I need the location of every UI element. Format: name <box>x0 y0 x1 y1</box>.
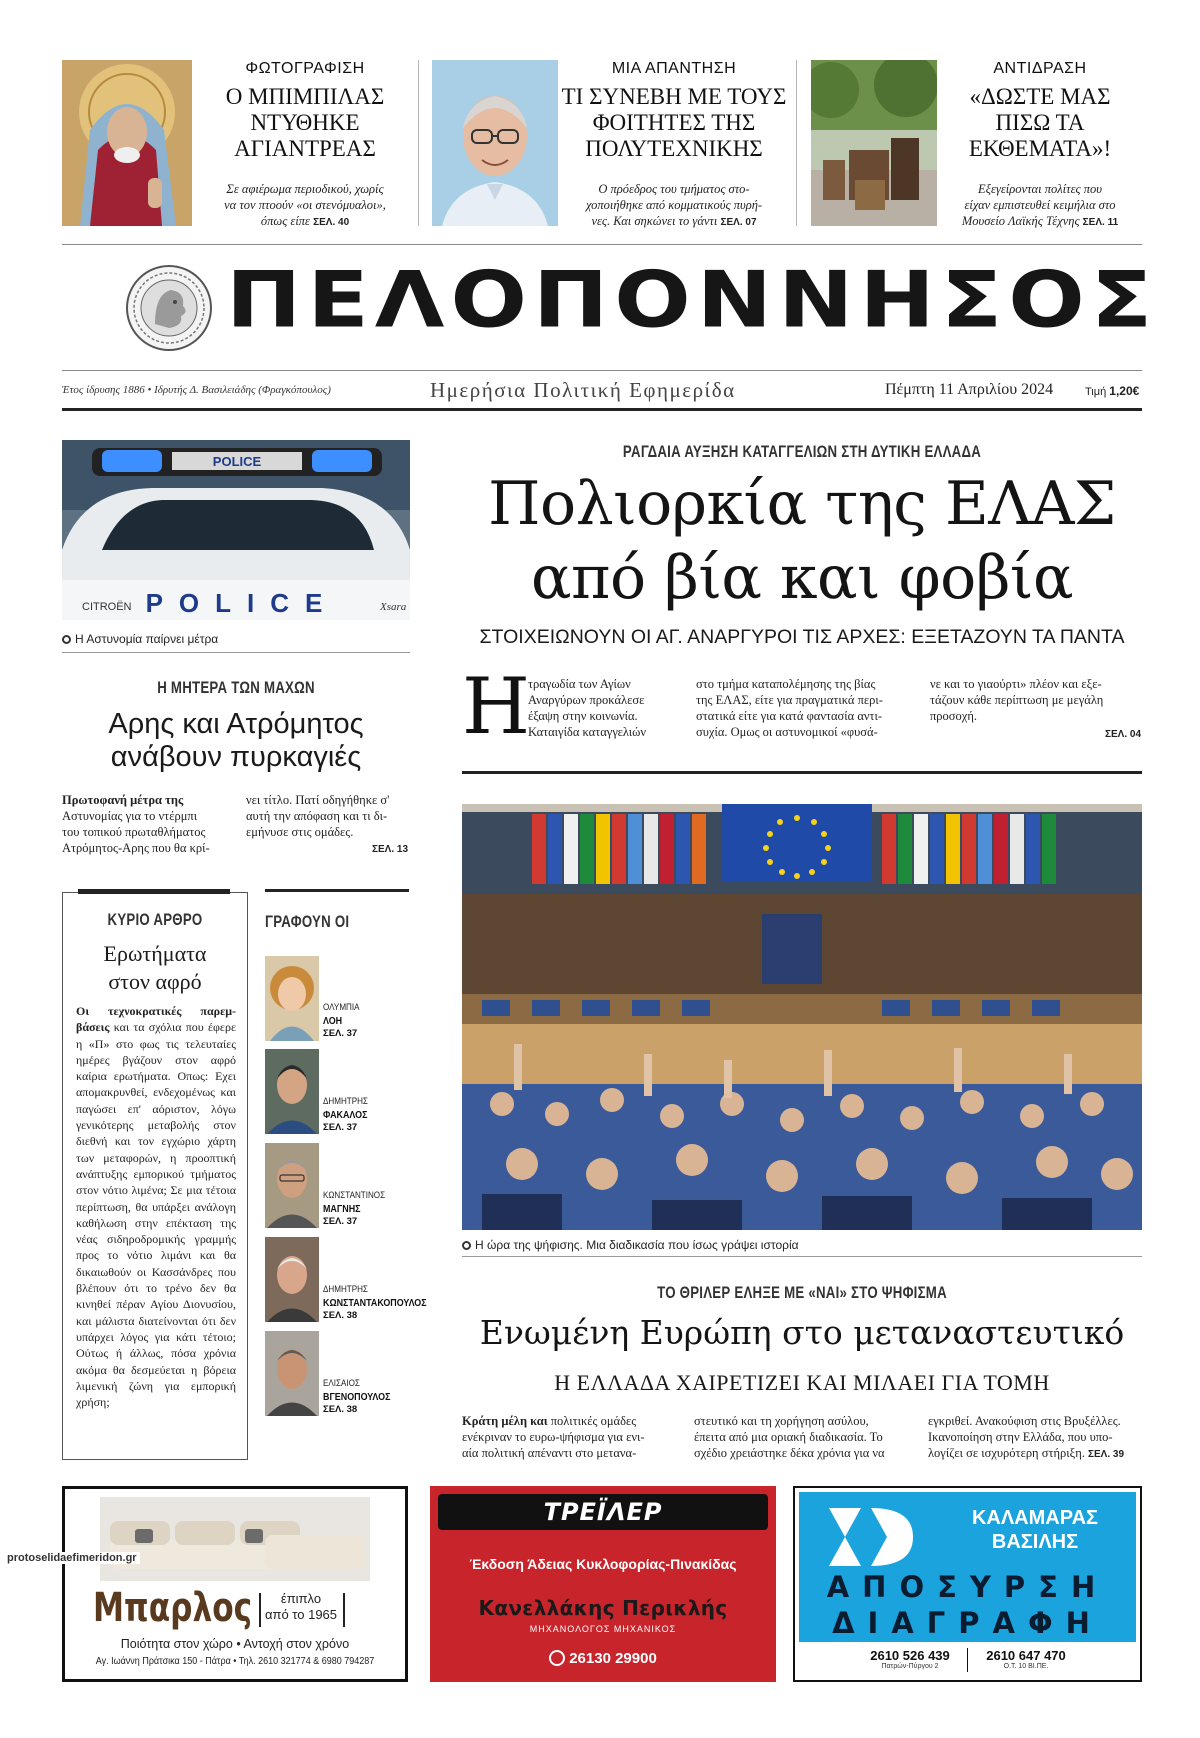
teaser-headline-3[interactable]: «ΔΩΣΤΕ ΜΑΣ ΠΙΣΩ ΤΑ ΕΚΘΕΜΑΤΑ»! <box>968 84 1112 161</box>
main-text-col2: στο τμήμα καταπολέμησης της βίας της ΕΛΑΣ, είτε για πραγματικά περι- στατικά είτε για κατά φαντασία αντι- συχία. Ομως οι αστυνομικοί «φυσά- <box>696 677 883 739</box>
furniture-divider-1 <box>259 1593 261 1627</box>
trailer-phone[interactable]: 26130 29900 <box>430 1650 776 1667</box>
europe-headline[interactable]: Ενωμένη Ευρώπη στο μεταναστευτικό <box>479 1313 1125 1352</box>
kalamaras-line2: ΔΙΑΓΡΑΦΗ <box>832 1606 1103 1640</box>
teaser-desc-1: Σε αφιέρωμα περιοδικού, χωρίς να τον πτοούν «οι στενόμυαλοι», όπως είπε ΣΕΛ. 40 <box>224 182 386 228</box>
columnist-page-4[interactable]: ΣΕΛ. 38 <box>323 1310 358 1321</box>
teaser-kicker-2: ΜΙΑ ΑΠΑΝΤΗΣΗ <box>611 60 737 77</box>
columnist-first-5: ΕΛΙΣΑΙΟΣ <box>323 1378 360 1389</box>
kalamaras-contact-2[interactable]: 2610 647 470 Ο.Τ. 10 ΒΙ.ΠΕ. <box>986 1648 1066 1670</box>
masthead-mid-rule <box>62 370 1142 371</box>
trailer-name: Κανελλάκης Περικλής <box>478 1596 728 1620</box>
kalamaras-ad[interactable] <box>793 1486 1142 1682</box>
teaser-kicker-3: ΑΝΤΙΔΡΑΣΗ <box>993 60 1087 77</box>
kalamaras-line1: ΑΠΟΣΥΡΣΗ <box>826 1570 1109 1604</box>
columnist-photo-5[interactable] <box>265 1331 319 1416</box>
columnist-page-3[interactable]: ΣΕΛ. 37 <box>323 1216 358 1227</box>
main-text-col1: τραγωδία των Αγίων Αναργύρων προκάλεσε έξαψη στην κοινωνία. Καταιγίδα καταγγελιών <box>528 677 647 739</box>
columnist-last-2[interactable]: ΦΑΚΑΛΟΣ <box>323 1109 368 1121</box>
editorial-kicker: ΚΥΡΙΟ ΑΡΘΡΟ <box>107 910 203 929</box>
derby-kicker: Η ΜΗΤΕΡΑ ΤΩΝ ΜΑΧΩΝ <box>157 678 315 697</box>
camera-icon <box>462 1241 471 1250</box>
editorial-headline[interactable]: Ερωτήματα στον αφρό <box>103 941 207 994</box>
derby-text-col1: Πρωτοφανή μέτρα της Αστυνομίας για το ντέρμπι του τοπικού πρωταθλήματος Ατρόμητος-Αρης που θα κρί- <box>62 793 210 855</box>
columnist-first-3: ΚΩΝΣΤΑΝΤΙΝΟΣ <box>323 1190 386 1201</box>
kalamaras-divider <box>967 1648 968 1672</box>
editorial-topbar <box>78 889 230 894</box>
police-lettering: POLICE <box>145 588 339 618</box>
site-watermark[interactable]: protoselidaefimeridon.gr <box>4 1552 140 1564</box>
europe-kicker: ΤΟ ΘΡΙΛΕΡ ΕΛΗΞΕ ΜΕ «ΝΑΙ» ΣΤΟ ΨΗΦΙΣΜΑ <box>657 1283 947 1302</box>
columnist-first-2: ΔΗΜΗΤΡΗΣ <box>323 1096 368 1107</box>
main-page-ref[interactable]: ΣΕΛ. 04 <box>1105 729 1142 740</box>
main-headline[interactable]: Πολιορκία της ΕΛΑΣ από βία και φοβία <box>488 469 1116 613</box>
founding-line: Έτος ίδρυσης 1886 • Ιδρυτής Δ. Βασιλειάδης (Φραγκόπουλος) <box>62 384 331 396</box>
columnist-last-1[interactable]: ΛΟΗ <box>323 1015 343 1027</box>
light-bar-label: POLICE <box>212 454 262 469</box>
columnist-first-1: ΟΛΥΜΠΙΑ <box>323 1002 360 1013</box>
tagline: Ημερήσια Πολιτική Εφημερίδα <box>430 378 736 402</box>
columnist-last-3[interactable]: ΜΑΓΝΗΣ <box>323 1203 361 1215</box>
issue-date: Πέμπτη 11 Απριλίου 2024 <box>885 381 1054 398</box>
trailer-title: ΤΡΕΪΛΕΡ <box>543 1498 663 1526</box>
editorial-text: Οι τεχνοκρατικές παρεμ-βάσεις και τα σχόλια που έφερε η «Π» στο φως τις τελευταίες ημέρες βγάζουν στον αφρό καίρια ερωτήματα. Οπως: Εχει απομακρυνθεί, ενδεχομένως και παγώσει επ' αόριστον, λόγω γενικότερης μεταβολής στον διεθνή και τον εγχώριο χάρτη των μεταφορών, η προοπτική ανάπτυξης εμπορικού τμήματος στον νότιο λιμένα; Σε μια τέτοια περίπτωση, θα υπάρξει ανάλογη καθήλωση στην επέκταση της νέας σιδηροδρομικής γραμμής προς το νότιο λιμάνι και θα δικαιωθούν οι Κασσάνδρες που βλέπουν ότι το τρένο δεν θα κινηθεί πέραν Αγίου Διονυσίου, και μάλιστα διατείνονται ότι δεν υπάρχει λόγος για κάτι τέτοιο; Ούτως ή άλλως, πόσα χρόνια ακόμα θα δεσμεύεται η βόρεια λιμενική ζώνη για εμπορική χρήση; <box>76 1004 236 1410</box>
european-parliament-photo[interactable] <box>462 804 1142 1230</box>
teaser-photo-professor[interactable] <box>432 60 558 226</box>
columnist-last-5[interactable]: ΒΓΕΝΟΠΟΥΛΟΣ <box>323 1391 391 1403</box>
furniture-ad[interactable] <box>62 1486 408 1682</box>
parliament-rule <box>462 1256 1142 1257</box>
europe-text-col1: Κράτη μέλη και πολιτικές ομάδες ενέκριναν το ευρω-ψήφισμα για ενι- αία πολιτική απέναντι στο μετανα- <box>462 1414 645 1460</box>
price: Τιμή 1,20€ <box>1085 384 1140 398</box>
furniture-divider-2 <box>343 1593 345 1627</box>
phone-icon <box>549 1650 565 1666</box>
teaser-separator <box>418 60 419 226</box>
columnist-page-2[interactable]: ΣΕΛ. 37 <box>323 1122 358 1133</box>
furniture-address: Αγ. Ιωάννη Πράτσικα 150 - Πάτρα • Τηλ. 2610 321774 & 6980 794287 <box>95 1656 375 1667</box>
teaser-headline-1[interactable]: Ο ΜΠΙΜΠΙΛΑΣ ΝΤΥΘΗΚΕ ΑΓΙΑΝΤΡΕΑΣ <box>225 84 385 161</box>
trailer-service: Έκδοση Άδειας Κυκλοφορίας-Πινακίδας <box>469 1556 737 1572</box>
left-rule <box>62 652 410 653</box>
derby-text-col2: νει τίτλο. Πατί οδηγήθηκε σ' αυτή την απόφαση και τι δι- εμήνυσε στις ομάδες. <box>246 793 390 839</box>
europe-text-col2: στευτικό και τη χορήγηση ασύλου, έπειτα από μια οριακή διαδικασία. Το σχέδιο χρειάστηκε δέκα χρόνια για να <box>694 1414 885 1460</box>
furniture-brand: Μπαρλος <box>93 1585 253 1631</box>
kalamaras-logo-icon <box>821 1502 921 1572</box>
furniture-since: έπιπλο από το 1965 <box>264 1591 338 1622</box>
columnist-page-1[interactable]: ΣΕΛ. 37 <box>323 1028 358 1039</box>
europe-subhead: Η ΕΛΛΑΔΑ ΧΑΙΡΕΤΙΖΕΙ ΚΑΙ ΜΙΛΑΕΙ ΓΙΑ ΤΟΜΗ <box>554 1370 1050 1395</box>
derby-page-ref[interactable]: ΣΕΛ. 13 <box>372 844 409 855</box>
main-subhead: ΣΤΟΙΧΕΙΩΝΟΥΝ ΟΙ ΑΓ. ΑΝΑΡΓΥΡΟΙ ΤΙΣ ΑΡΧΕΣ: ΕΞΕΤΑΖΟΥΝ ΤΑ ΠΑΝΤΑ <box>479 626 1125 648</box>
teaser-headline-2[interactable]: ΤΙ ΣΥΝΕΒΗ ΜΕ ΤΟΥΣ ΦΟΙΤΗΤΕΣ ΤΗΣ ΠΟΛΥΤΕΧΝΙΚΗΣ <box>561 84 787 161</box>
kalamaras-name: ΚΑΛΑΜΑΡΑΣ ΒΑΣΙΛΗΣ <box>971 1507 1099 1553</box>
masthead-bottom-rule <box>62 408 1142 411</box>
main-dropcap: Η <box>462 662 531 752</box>
main-kicker: ΡΑΓΔΑΙΑ ΑΥΞΗΣΗ ΚΑΤΑΓΓΕΛΙΩΝ ΣΤΗ ΔΥΤΙΚΗ ΕΛΛΑΔΑ <box>622 442 982 461</box>
columnists-topbar <box>265 889 409 892</box>
main-rule <box>462 771 1142 774</box>
columnist-photo-1[interactable] <box>265 956 319 1041</box>
masthead-top-rule <box>62 244 1142 245</box>
teaser-desc-2: Ο πρόεδρος του τμήματος στο- χοποιήθηκε από κομματικούς πυρή- νες. Και σηκώνει το γάντι ΣΕΛ. 07 <box>585 182 763 228</box>
columnists-kicker: ΓΡΑΦΟΥΝ ΟΙ <box>265 912 350 931</box>
police-caption: Η Αστυνομία παίρνει μέτρα <box>62 632 218 646</box>
columnist-last-4[interactable]: ΚΩΝΣΤΑΝΤΑΚΟΠΟΥΛΟΣ <box>323 1297 427 1309</box>
teaser-kicker-1: ΦΩΤΟΓΡΑΦΙΣΗ <box>245 60 365 77</box>
trailer-profession: ΜΗΧΑΝΟΛΟΓΟΣ ΜΗΧΑΝΙΚΟΣ <box>529 1624 677 1634</box>
kalamaras-contact-1[interactable]: 2610 526 439 Πατρών-Πύργου 2 <box>870 1648 950 1670</box>
car-brand-label: CITROËN <box>82 601 132 613</box>
columnist-photo-2[interactable] <box>265 1049 319 1134</box>
police-car-photo[interactable] <box>62 440 410 620</box>
columnist-first-4: ΔΗΜΗΤΡΗΣ <box>323 1284 368 1295</box>
columnist-photo-3[interactable] <box>265 1143 319 1228</box>
columnist-page-5[interactable]: ΣΕΛ. 38 <box>323 1404 358 1415</box>
parliament-caption: Η ώρα της ψήφισης. Μια διαδικασία που ίσως γράψει ιστορία <box>462 1238 799 1252</box>
derby-headline[interactable]: Αρης και Ατρόμητος ανάβουν πυρκαγιές <box>108 708 364 773</box>
europe-text-col3: εγκριθεί. Ανακούφιση στις Βρυξέλλες. Ικανοποίηση στην Ελλάδα, που υπο- λογίζει σε ισχυρότερη στήριξη. ΣΕΛ. 39 <box>928 1414 1125 1460</box>
teaser-separator <box>796 60 797 226</box>
teaser-photo-bibilas[interactable] <box>62 60 192 226</box>
furniture-slogan: Ποιότητα στον χώρο • Αντοχή στον χρόνο <box>120 1637 350 1651</box>
masthead-seal-icon <box>125 264 213 352</box>
camera-icon <box>62 635 71 644</box>
teaser-photo-museum[interactable] <box>811 60 937 226</box>
europe-page-ref[interactable]: ΣΕΛ. 39 <box>1087 1449 1125 1460</box>
teaser-desc-3: Εξεγείρονται πολίτες που είχαν εμπιστευθεί κειμήλια στο Μουσείο Λαϊκής Τέχνης ΣΕΛ. 11 <box>961 182 1119 228</box>
columnist-photo-4[interactable] <box>265 1237 319 1322</box>
masthead-title[interactable]: ΠΕΛΟΠΟΝΝΗΣΟΣ <box>226 255 1159 346</box>
trailer-ad[interactable] <box>430 1486 776 1682</box>
car-model-label: Xsara <box>380 601 407 613</box>
main-text-col3: νε και το γιαούρτι» πλέον και εξε- τάζουν κάθε περίπτωση με μεγάλη προσοχή. <box>930 677 1104 723</box>
